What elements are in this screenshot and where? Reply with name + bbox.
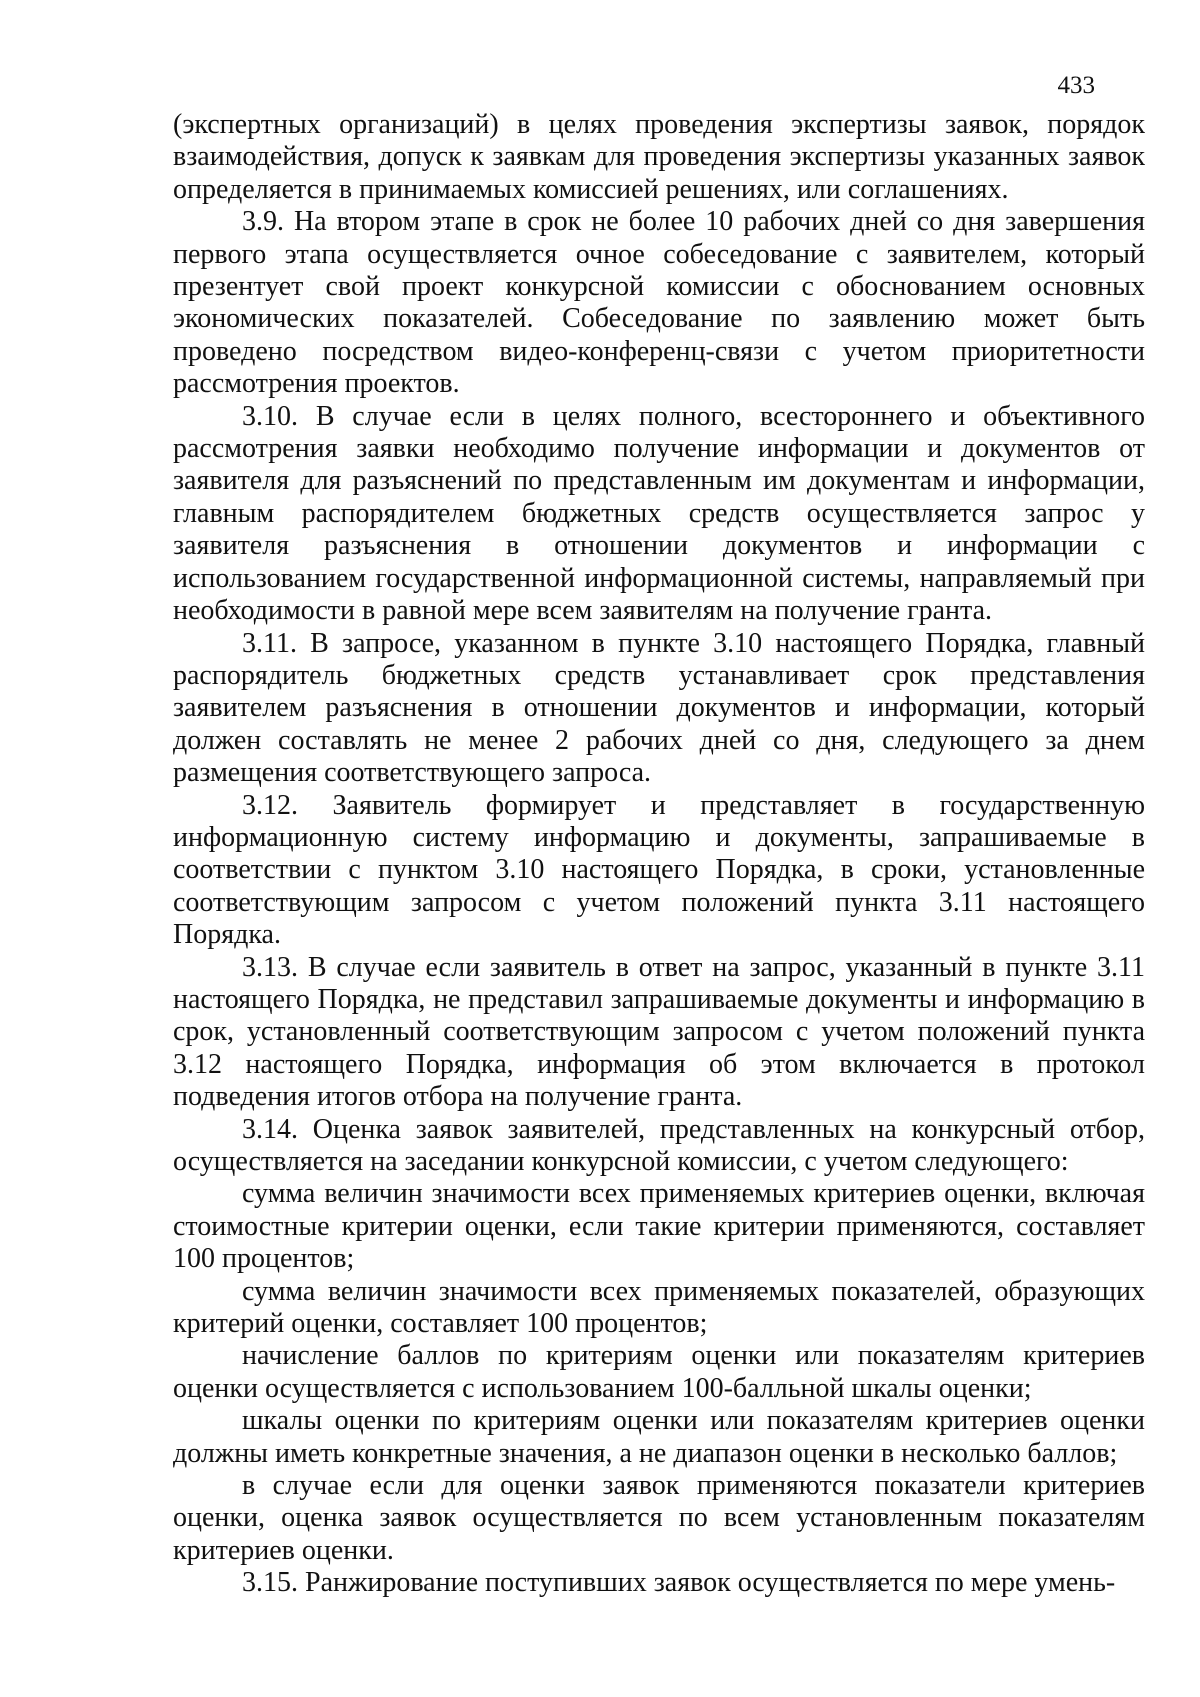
list-item-scoring-scale: начисление баллов по критериям оценки или показателям критериев оценки осуществляется с использованием 100-балльной шкалы оценки; [173,1340,1145,1404]
paragraph-3-15: 3.15. Ранжирование поступивших заявок осуществляется по мере умень- [242,1567,1116,1599]
list-item-indicators-sum: сумма величин значимости всех применяемых показателей, образующих критерий оценки, составляет 100 процентов; [173,1275,1145,1340]
page-number: 433 [1057,72,1095,99]
paragraph-3-14: 3.14. Оценка заявок заявителей, представленных на конкурсный отбор, осуществляется на заседании конкурсной комиссии, с учетом следующего: [173,1113,1145,1177]
paragraph-3-10: 3.10. В случае если в целях полного, всестороннего и объективного рассмотрения заявки необходимо получение информации и документов от заявителя для разъяснений по представленным им документам и информации, главным распорядителем бюджетных средств осуществляется запрос у заявителя разъяснения в отношении документов и информации с использованием государственной информационной системы, направляемый при необходимости в равной мере всем заявителям на получение гранта. [173,400,1145,627]
paragraph-3-11: 3.11. В запросе, указанном в пункте 3.10 настоящего Порядка, главный распорядитель бюджетных средств устанавливает срок представления заявителем разъяснения в отношении документов и информации, который должен составлять не менее 2 рабочих дней со дня, следующего за днем размещения соответствующего запроса. [173,627,1145,789]
paragraph-continuation: (экспертных организаций) в целях проведения экспертизы заявок, порядок взаимодействия, допуск к заявкам для проведения экспертизы указанных заявок определяется в принимаемых комиссией решениях, или соглашениях. [173,109,1145,205]
paragraph-3-12: 3.12. Заявитель формирует и представляет в государственную информационную систему информацию и документы, запрашиваемые в соответствии с пунктом 3.10 настоящего Порядка, в сроки, установленные соответствующим запросом с учетом положений пункта 3.11 настоящего Порядка. [173,789,1145,951]
paragraph-3-9: 3.9. На втором этапе в срок не более 10 рабочих дней со дня завершения первого этапа осуществляется очное собеседование с заявителем, который презентует свой проект конкурсной комиссии с обоснованием основных экономических показателей. Собеседование по заявлению может быть проведено посредством видео-конференц-связи с учетом приоритетности рассмотрения проектов. [173,206,1145,400]
list-item-indicators-applied: в случае если для оценки заявок применяются показатели критериев оценки, оценка заявок осуществляется по всем установленным показателям критериев оценки. [173,1470,1145,1566]
list-item-scale-values: шкалы оценки по критериям оценки или показателям критериев оценки должны иметь конкретные значения, а не диапазон оценки в несколько баллов; [173,1405,1145,1469]
list-item-criteria-sum: сумма величин значимости всех применяемых критериев оценки, включая стоимостные критерии оценки, если такие критерии применяются, составляет 100 процентов; [173,1178,1145,1275]
document-body [173,109,1145,1600]
paragraph-3-13: 3.13. В случае если заявитель в ответ на запрос, указанный в пункте 3.11 настоящего Порядка, не представил запрашиваемые документы и информацию в срок, установленный соответствующим запросом с учетом положений пункта 3.12 настоящего Порядка, информация об этом включается в протокол подведения итогов отбора на получение гранта. [173,951,1145,1113]
